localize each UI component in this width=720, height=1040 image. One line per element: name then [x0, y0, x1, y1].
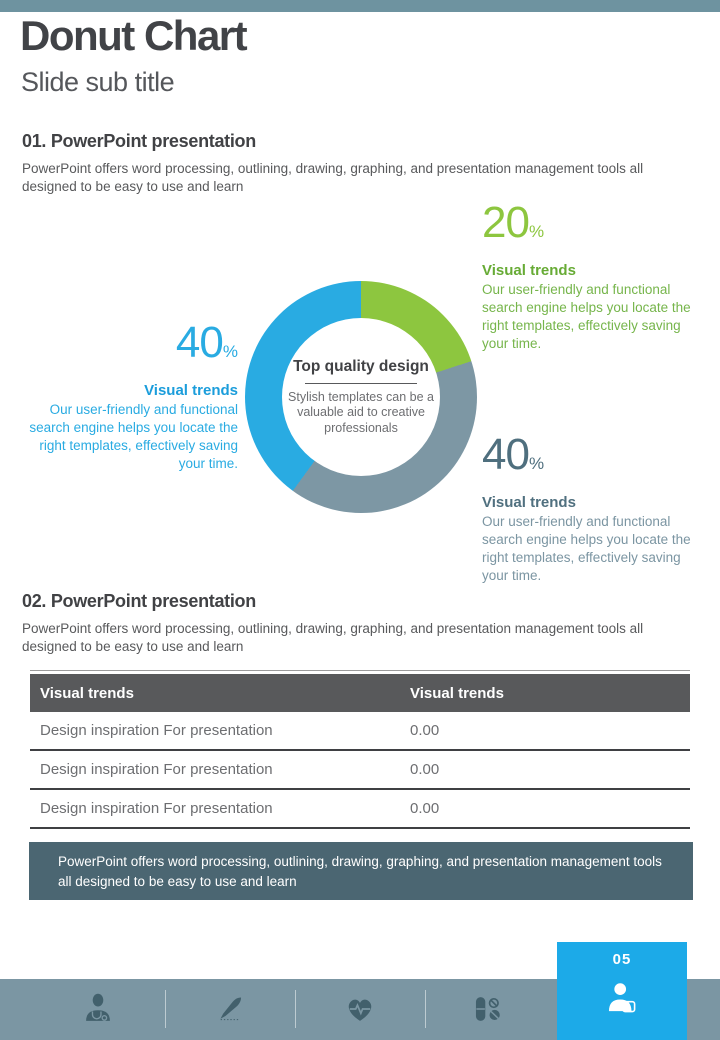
table-row — [30, 790, 690, 829]
table-cell-value: 0.00 — [410, 800, 440, 817]
page-title: Donut Chart — [20, 12, 247, 59]
callout-percent: 20% — [482, 198, 545, 247]
table-row — [30, 712, 690, 751]
table-cell-value: 0.00 — [410, 761, 440, 778]
scalpel-icon[interactable] — [213, 992, 247, 1026]
callout-percent: 40% — [482, 430, 545, 479]
bar-divider — [425, 990, 426, 1028]
bar-divider — [165, 990, 166, 1028]
doctor-badge-icon — [604, 981, 640, 1017]
callout-heading: Visual trends — [482, 262, 576, 279]
donut-center-subtitle: Stylish templates can be a valuable aid to creative professionals — [288, 389, 434, 435]
table-cell-value: 0.00 — [410, 722, 440, 739]
table-header-row — [30, 674, 690, 712]
donut-center-title: Top quality design — [293, 357, 429, 375]
callout-gray-40 — [482, 432, 704, 585]
table-cell-label: Design inspiration For presentation — [40, 761, 273, 778]
footer-note-box — [29, 842, 693, 900]
callout-body: Our user-friendly and functional search engine helps you locate the right templates, effectively saving your time. — [482, 282, 691, 351]
table-cell-label: Design inspiration For presentation — [40, 800, 273, 817]
callout-body: Our user-friendly and functional search engine helps you locate the right templates, effectively saving your time. — [29, 402, 238, 471]
top-accent-bar — [0, 0, 720, 12]
pills-icon[interactable] — [470, 992, 504, 1026]
section-2-heading: 02. PowerPoint presentation — [22, 591, 256, 611]
callout-heading: Visual trends — [482, 494, 576, 511]
table-header-cell: Visual trends — [40, 684, 134, 702]
data-table — [30, 670, 690, 829]
callout-body: Our user-friendly and functional search engine helps you locate the right templates, effectively saving your time. — [482, 514, 691, 583]
donut-center-divider — [305, 383, 417, 384]
heartbeat-icon[interactable] — [343, 992, 377, 1026]
callout-percent: 40% — [175, 318, 238, 367]
doctor-icon[interactable] — [81, 992, 115, 1026]
donut-hole — [282, 318, 440, 476]
bar-divider — [295, 990, 296, 1028]
footer-note-text: PowerPoint offers word processing, outlining, drawing, graphing, and presentation management tools all designed to be easy to use and learn — [58, 854, 662, 889]
section-1-heading: 01. PowerPoint presentation — [22, 131, 256, 151]
section-1-body: PowerPoint offers word processing, outlining, drawing, graphing, and presentation management tools all designed to be easy to use and learn — [22, 161, 644, 194]
table-top-rule — [30, 670, 690, 671]
table-cell-label: Design inspiration For presentation — [40, 722, 273, 739]
table-row — [30, 751, 690, 790]
donut-chart — [245, 281, 477, 513]
section-2-body: PowerPoint offers word processing, outlining, drawing, graphing, and presentation management tools all designed to be easy to use and learn — [22, 621, 644, 654]
table-header-cell: Visual trends — [410, 684, 504, 702]
callout-green-20 — [482, 200, 704, 353]
callout-heading: Visual trends — [144, 382, 238, 399]
callout-blue-40 — [16, 320, 238, 473]
page-number-box[interactable] — [557, 942, 687, 1040]
page-number: 05 — [612, 951, 632, 968]
page-subtitle: Slide sub title — [21, 67, 175, 97]
